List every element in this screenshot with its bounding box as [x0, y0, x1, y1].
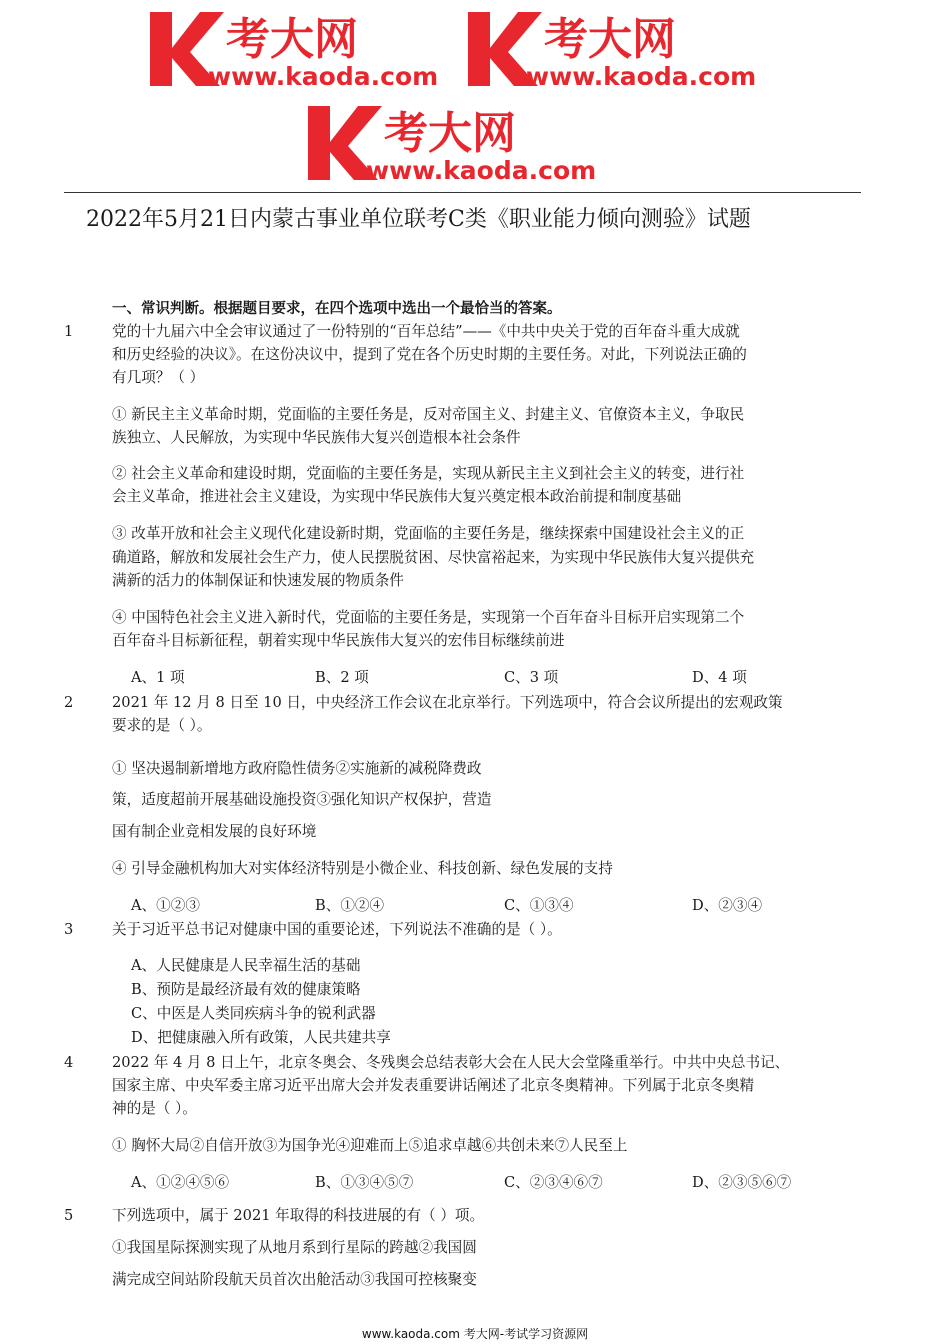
question-stem-line: 2021 年 12 月 8 日至 10 日，中央经济工作会议在北京举行。下列选项中，符合会议所提出的宏观政策: [112, 694, 783, 711]
answer-option-c[interactable]: C、3 项: [504, 669, 559, 686]
question-stem-line: 要求的是（ ）。: [112, 717, 212, 734]
statement-line: ① 坚决遏制新增地方政府隐性债务②实施新的减税降费政: [112, 760, 482, 777]
logo-brand: 考大网: [544, 14, 676, 65]
answer-option-c[interactable]: C、①③④: [504, 897, 574, 914]
answer-option-d[interactable]: D、4 项: [692, 669, 747, 686]
question-number: 5: [64, 1207, 74, 1224]
answer-option-c[interactable]: C、②③④⑥⑦: [504, 1174, 603, 1191]
statement-line: 策，适度超前开展基础设施投资③强化知识产权保护，营造: [112, 791, 492, 808]
answer-option-b[interactable]: B、预防是最经济最有效的健康策略: [131, 981, 361, 998]
question-stem-line: 关于习近平总书记对健康中国的重要论述，下列说法不准确的是（ ）。: [112, 921, 562, 938]
kaoda-logo-right: [466, 8, 784, 88]
logo-url: www.kaoda.com: [366, 156, 597, 182]
header-rule: [64, 192, 861, 193]
answer-option-b[interactable]: B、①②④: [315, 897, 385, 914]
logo-brand: 考大网: [384, 108, 516, 159]
answer-option-a[interactable]: A、①②④⑤⑥: [131, 1174, 230, 1191]
logo-url: www.kaoda.com: [526, 62, 757, 88]
answer-option-d[interactable]: D、把健康融入所有政策，人民共建共享: [131, 1029, 391, 1046]
answer-option-a[interactable]: A、人民健康是人民幸福生活的基础: [131, 957, 361, 974]
question-stem-line: 神的是（ ）。: [112, 1100, 197, 1117]
question-number: 4: [64, 1054, 74, 1071]
page-footer: www.kaoda.com 考大网-考试学习资源网: [361, 1327, 589, 1341]
statement-line: 确道路，解放和发展社会生产力，使人民摆脱贫困、尽快富裕起来，为实现中华民族伟大复兴提供充: [112, 549, 755, 566]
statement-line: 满完成空间站阶段航天员首次出舱活动③我国可控核聚变: [112, 1271, 477, 1288]
question-number: 2: [64, 694, 74, 711]
answer-option-b[interactable]: B、2 项: [315, 669, 369, 686]
question-stem-line: 党的十九届六中全会审议通过了一份特别的“百年总结”——《中共中央关于党的百年奋斗重大成就: [112, 323, 740, 340]
section-heading: 一、常识判断。根据题目要求，在四个选项中选出一个最恰当的答案。: [112, 300, 562, 317]
statement-line: ① 胸怀大局②自信开放③为国争光④迎难而上⑤追求卓越⑥共创未来⑦人民至上: [112, 1137, 628, 1154]
statement-line: 满新的活力的体制保证和快速发展的物质条件: [112, 572, 404, 589]
statement-line: ④ 中国特色社会主义进入新时代，党面临的主要任务是，实现第一个百年奋斗目标开启实现第二个: [112, 609, 745, 626]
logo-url: www.kaoda.com: [208, 62, 439, 88]
statement-line: ② 社会主义革命和建设时期，党面临的主要任务是，实现从新民主主义到社会主义的转变，进行社: [112, 465, 745, 482]
question-number: 3: [64, 921, 74, 938]
statement-line: ③ 改革开放和社会主义现代化建设新时期，党面临的主要任务是，继续探索中国建设社会主义的正: [112, 525, 745, 542]
question-stem-line: 下列选项中，属于 2021 年取得的科技进展的有（ ）项。: [112, 1207, 485, 1224]
question-stem-line: 2022 年 4 月 8 日上午，北京冬奥会、冬残奥会总结表彰大会在人民大会堂隆重举行。中共中央总书记、: [112, 1054, 790, 1071]
statement-line: ① 新民主主义革命时期，党面临的主要任务是，反对帝国主义、封建主义、官僚资本主义，争取民: [112, 406, 745, 423]
statement-line: ④ 引导金融机构加大对实体经济特别是小微企业、科技创新、绿色发展的支持: [112, 860, 613, 877]
statement-line: 国有制企业竞相发展的良好环境: [112, 823, 317, 840]
logo-brand: 考大网: [226, 14, 358, 65]
statement-line: 会主义革命，推进社会主义建设，为实现中华民族伟大复兴奠定根本政治前提和制度基础: [112, 488, 682, 505]
question-stem-line: 国家主席、中央军委主席习近平出席大会并发表重要讲话阐述了北京冬奥精神。下列属于北京冬奥精: [112, 1077, 755, 1094]
answer-option-d[interactable]: D、②③④: [692, 897, 763, 914]
answer-option-a[interactable]: A、1 项: [131, 669, 185, 686]
question-number: 1: [64, 323, 74, 340]
document-title: 2022年5月21日内蒙古事业单位联考C类《职业能力倾向测验》试题: [86, 207, 751, 232]
kaoda-logo-left: [148, 8, 466, 88]
statement-line: ①我国星际探测实现了从地月系到行星际的跨越②我国圆: [112, 1239, 477, 1256]
question-stem-line: 有几项？（ ）: [112, 369, 205, 386]
answer-option-b[interactable]: B、①③④⑤⑦: [315, 1174, 414, 1191]
answer-option-d[interactable]: D、②③⑤⑥⑦: [692, 1174, 792, 1191]
statement-line: 族独立、人民解放，为实现中华民族伟大复兴创造根本社会条件: [112, 429, 521, 446]
question-stem-line: 和历史经验的决议》。在这份决议中，提到了党在各个历史时期的主要任务。对此，下列说法正确的: [112, 346, 747, 363]
answer-option-a[interactable]: A、①②③: [131, 897, 200, 914]
statement-line: 百年奋斗目标新征程，朝着实现中华民族伟大复兴的宏伟目标继续前进: [112, 632, 565, 649]
answer-option-c[interactable]: C、中医是人类同疾病斗争的锐利武器: [131, 1005, 376, 1022]
kaoda-logo-center: [306, 102, 624, 182]
